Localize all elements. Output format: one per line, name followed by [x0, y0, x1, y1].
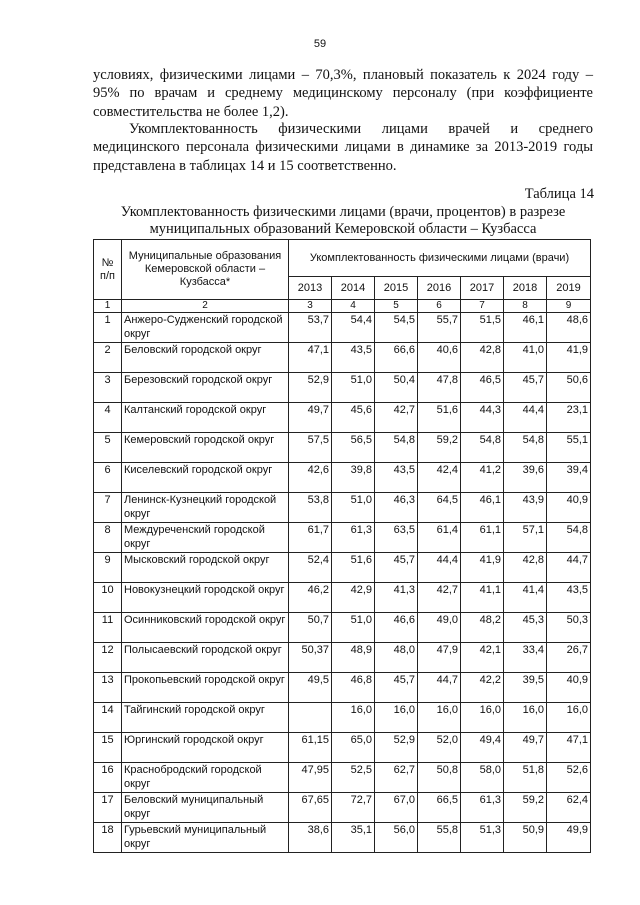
value-cell: 16,0 — [547, 703, 591, 733]
header-group: Укомплектованность физическими лицами (врачи) — [289, 240, 591, 277]
municipality-name: Прокопьевский городской округ — [122, 673, 289, 703]
value-cell: 46,8 — [332, 673, 375, 703]
table-row — [94, 793, 591, 823]
value-cell: 49,7 — [289, 403, 332, 433]
value-cell: 50,9 — [504, 823, 547, 853]
value-cell: 50,37 — [289, 643, 332, 673]
row-number: 3 — [94, 373, 122, 403]
value-cell: 54,8 — [461, 433, 504, 463]
value-cell: 39,6 — [504, 463, 547, 493]
table-caption: Укомплектованность физическими лицами (врачи, процентов) в разрезе муниципальных образований Кемеровской области – Кузбасса — [120, 204, 566, 237]
column-number: 7 — [461, 300, 504, 313]
table-row — [94, 373, 591, 403]
value-cell: 61,1 — [461, 523, 504, 553]
value-cell: 43,5 — [332, 343, 375, 373]
value-cell: 52,9 — [289, 373, 332, 403]
table-row — [94, 463, 591, 493]
value-cell: 42,2 — [461, 673, 504, 703]
table-row — [94, 523, 591, 553]
value-cell: 67,0 — [375, 793, 418, 823]
value-cell: 52,9 — [375, 733, 418, 763]
value-cell: 50,3 — [547, 613, 591, 643]
row-number: 10 — [94, 583, 122, 613]
table-row — [94, 703, 591, 733]
value-cell: 26,7 — [547, 643, 591, 673]
value-cell: 53,8 — [289, 493, 332, 523]
value-cell: 39,8 — [332, 463, 375, 493]
value-cell: 42,1 — [461, 643, 504, 673]
value-cell: 57,5 — [289, 433, 332, 463]
value-cell: 44,7 — [547, 553, 591, 583]
municipality-name: Междуреченский городской округ — [122, 523, 289, 553]
municipality-name: Беловский городской округ — [122, 343, 289, 373]
table-row — [94, 823, 591, 853]
column-number: 5 — [375, 300, 418, 313]
paragraph-1: условиях, физическими лицами – 70,3%, плановый показатель к 2024 году – 95% по врачам и среднему медицинскому персоналу (при коэффициенте совместительства не более 1,2). — [93, 67, 593, 120]
value-cell: 16,0 — [375, 703, 418, 733]
value-cell: 51,0 — [332, 373, 375, 403]
value-cell: 66,6 — [375, 343, 418, 373]
header-year: 2019 — [547, 277, 591, 300]
value-cell: 51,3 — [461, 823, 504, 853]
column-number: 2 — [122, 300, 289, 313]
header-year: 2017 — [461, 277, 504, 300]
value-cell: 51,6 — [418, 403, 461, 433]
value-cell: 42,7 — [418, 583, 461, 613]
value-cell: 49,9 — [547, 823, 591, 853]
value-cell: 42,7 — [375, 403, 418, 433]
value-cell: 55,7 — [418, 313, 461, 343]
municipality-name: Анжеро-Судженский городской округ — [122, 313, 289, 343]
value-cell: 42,6 — [289, 463, 332, 493]
value-cell: 41,2 — [461, 463, 504, 493]
row-number: 11 — [94, 613, 122, 643]
value-cell: 59,2 — [504, 793, 547, 823]
municipality-name: Юргинский городской округ — [122, 733, 289, 763]
row-number: 14 — [94, 703, 122, 733]
value-cell: 44,7 — [418, 673, 461, 703]
value-cell: 55,1 — [547, 433, 591, 463]
value-cell: 61,3 — [461, 793, 504, 823]
value-cell: 45,7 — [375, 553, 418, 583]
value-cell: 59,2 — [418, 433, 461, 463]
table-row — [94, 613, 591, 643]
value-cell: 44,4 — [504, 403, 547, 433]
value-cell: 42,8 — [461, 343, 504, 373]
paragraph-2: Укомплектованность физическими лицами врачей и среднего медицинского персонала физическими лицами в динамике за 2013-2019 годы представлена в таблицах 14 и 15 соответственно. — [93, 121, 593, 174]
value-cell: 61,7 — [289, 523, 332, 553]
value-cell: 41,4 — [504, 583, 547, 613]
value-cell: 16,0 — [504, 703, 547, 733]
municipality-name: Краснобродский городской округ — [122, 763, 289, 793]
value-cell: 38,6 — [289, 823, 332, 853]
value-cell: 48,6 — [547, 313, 591, 343]
header-num: № п/п — [94, 240, 122, 300]
row-number: 6 — [94, 463, 122, 493]
value-cell: 46,6 — [375, 613, 418, 643]
column-number: 3 — [289, 300, 332, 313]
column-number-row — [94, 300, 591, 313]
row-number: 13 — [94, 673, 122, 703]
municipality-name: Ленинск-Кузнецкий городской округ — [122, 493, 289, 523]
municipality-name: Кемеровский городской округ — [122, 433, 289, 463]
value-cell: 41,3 — [375, 583, 418, 613]
value-cell: 40,9 — [547, 673, 591, 703]
value-cell: 51,0 — [332, 493, 375, 523]
value-cell: 44,4 — [418, 553, 461, 583]
value-cell: 47,8 — [418, 373, 461, 403]
value-cell: 44,3 — [461, 403, 504, 433]
table-row — [94, 643, 591, 673]
value-cell: 46,1 — [504, 313, 547, 343]
table-row — [94, 763, 591, 793]
row-number: 5 — [94, 433, 122, 463]
value-cell: 47,9 — [418, 643, 461, 673]
municipality-name: Полысаевский городской округ — [122, 643, 289, 673]
value-cell: 47,1 — [547, 733, 591, 763]
value-cell: 16,0 — [418, 703, 461, 733]
value-cell: 53,7 — [289, 313, 332, 343]
table-row — [94, 403, 591, 433]
value-cell: 62,7 — [375, 763, 418, 793]
value-cell: 49,4 — [461, 733, 504, 763]
column-number: 1 — [94, 300, 122, 313]
value-cell: 33,4 — [504, 643, 547, 673]
value-cell: 51,5 — [461, 313, 504, 343]
column-number: 4 — [332, 300, 375, 313]
value-cell: 45,7 — [504, 373, 547, 403]
value-cell: 49,0 — [418, 613, 461, 643]
value-cell: 65,0 — [332, 733, 375, 763]
value-cell — [289, 703, 332, 733]
municipality-name: Тайгинский городской округ — [122, 703, 289, 733]
value-cell: 54,8 — [375, 433, 418, 463]
column-number: 9 — [547, 300, 591, 313]
municipality-name: Березовский городской округ — [122, 373, 289, 403]
value-cell: 49,7 — [504, 733, 547, 763]
value-cell: 61,15 — [289, 733, 332, 763]
row-number: 12 — [94, 643, 122, 673]
value-cell: 56,0 — [375, 823, 418, 853]
value-cell: 40,6 — [418, 343, 461, 373]
value-cell: 16,0 — [461, 703, 504, 733]
value-cell: 52,4 — [289, 553, 332, 583]
value-cell: 54,8 — [547, 523, 591, 553]
value-cell: 52,0 — [418, 733, 461, 763]
value-cell: 61,3 — [332, 523, 375, 553]
header-year: 2016 — [418, 277, 461, 300]
value-cell: 41,1 — [461, 583, 504, 613]
table-row — [94, 493, 591, 523]
value-cell: 40,9 — [547, 493, 591, 523]
value-cell: 52,6 — [547, 763, 591, 793]
municipality-name: Новокузнецкий городской округ — [122, 583, 289, 613]
table-row — [94, 673, 591, 703]
value-cell: 39,5 — [504, 673, 547, 703]
value-cell: 50,7 — [289, 613, 332, 643]
column-number: 6 — [418, 300, 461, 313]
value-cell: 43,5 — [547, 583, 591, 613]
row-number: 16 — [94, 763, 122, 793]
value-cell: 50,4 — [375, 373, 418, 403]
value-cell: 46,1 — [461, 493, 504, 523]
value-cell: 51,6 — [332, 553, 375, 583]
header-year: 2013 — [289, 277, 332, 300]
table-row — [94, 583, 591, 613]
value-cell: 47,95 — [289, 763, 332, 793]
row-number: 17 — [94, 793, 122, 823]
value-cell: 51,8 — [504, 763, 547, 793]
value-cell: 46,2 — [289, 583, 332, 613]
municipality-name: Осинниковский городской округ — [122, 613, 289, 643]
value-cell: 66,5 — [418, 793, 461, 823]
table-row — [94, 433, 591, 463]
value-cell: 54,5 — [375, 313, 418, 343]
value-cell: 41,0 — [504, 343, 547, 373]
header-year: 2014 — [332, 277, 375, 300]
value-cell: 42,8 — [504, 553, 547, 583]
header-year: 2018 — [504, 277, 547, 300]
value-cell: 58,0 — [461, 763, 504, 793]
value-cell: 51,0 — [332, 613, 375, 643]
value-cell: 67,65 — [289, 793, 332, 823]
municipality-name: Киселевский городской округ — [122, 463, 289, 493]
value-cell: 52,5 — [332, 763, 375, 793]
row-number: 1 — [94, 313, 122, 343]
value-cell: 47,1 — [289, 343, 332, 373]
value-cell: 54,8 — [504, 433, 547, 463]
value-cell: 41,9 — [547, 343, 591, 373]
value-cell: 55,8 — [418, 823, 461, 853]
value-cell: 16,0 — [332, 703, 375, 733]
row-number: 15 — [94, 733, 122, 763]
value-cell: 45,6 — [332, 403, 375, 433]
value-cell: 41,9 — [461, 553, 504, 583]
value-cell: 48,0 — [375, 643, 418, 673]
row-number: 8 — [94, 523, 122, 553]
value-cell: 43,9 — [504, 493, 547, 523]
municipality-name: Гурьевский муниципальный округ — [122, 823, 289, 853]
value-cell: 35,1 — [332, 823, 375, 853]
table-row — [94, 343, 591, 373]
row-number: 2 — [94, 343, 122, 373]
row-number: 18 — [94, 823, 122, 853]
value-cell: 39,4 — [547, 463, 591, 493]
page-number: 59 — [313, 38, 327, 50]
header-year: 2015 — [375, 277, 418, 300]
value-cell: 62,4 — [547, 793, 591, 823]
value-cell: 42,9 — [332, 583, 375, 613]
table-row — [94, 733, 591, 763]
value-cell: 72,7 — [332, 793, 375, 823]
value-cell: 48,9 — [332, 643, 375, 673]
value-cell: 46,5 — [461, 373, 504, 403]
table-label: Таблица 14 — [524, 186, 594, 202]
staffing-table — [93, 239, 591, 853]
value-cell: 45,7 — [375, 673, 418, 703]
header-municipality: Муниципальные образования Кемеровской области – Кузбасса* — [122, 240, 289, 300]
value-cell: 50,8 — [418, 763, 461, 793]
municipality-name: Мысковский городской округ — [122, 553, 289, 583]
value-cell: 56,5 — [332, 433, 375, 463]
row-number: 9 — [94, 553, 122, 583]
value-cell: 57,1 — [504, 523, 547, 553]
value-cell: 61,4 — [418, 523, 461, 553]
value-cell: 54,4 — [332, 313, 375, 343]
value-cell: 45,3 — [504, 613, 547, 643]
value-cell: 46,3 — [375, 493, 418, 523]
value-cell: 23,1 — [547, 403, 591, 433]
row-number: 4 — [94, 403, 122, 433]
table-row — [94, 553, 591, 583]
value-cell: 50,6 — [547, 373, 591, 403]
municipality-name: Калтанский городской округ — [122, 403, 289, 433]
value-cell: 48,2 — [461, 613, 504, 643]
value-cell: 49,5 — [289, 673, 332, 703]
table-row — [94, 313, 591, 343]
municipality-name: Беловский муниципальный округ — [122, 793, 289, 823]
row-number: 7 — [94, 493, 122, 523]
value-cell: 43,5 — [375, 463, 418, 493]
value-cell: 64,5 — [418, 493, 461, 523]
value-cell: 42,4 — [418, 463, 461, 493]
column-number: 8 — [504, 300, 547, 313]
value-cell: 63,5 — [375, 523, 418, 553]
